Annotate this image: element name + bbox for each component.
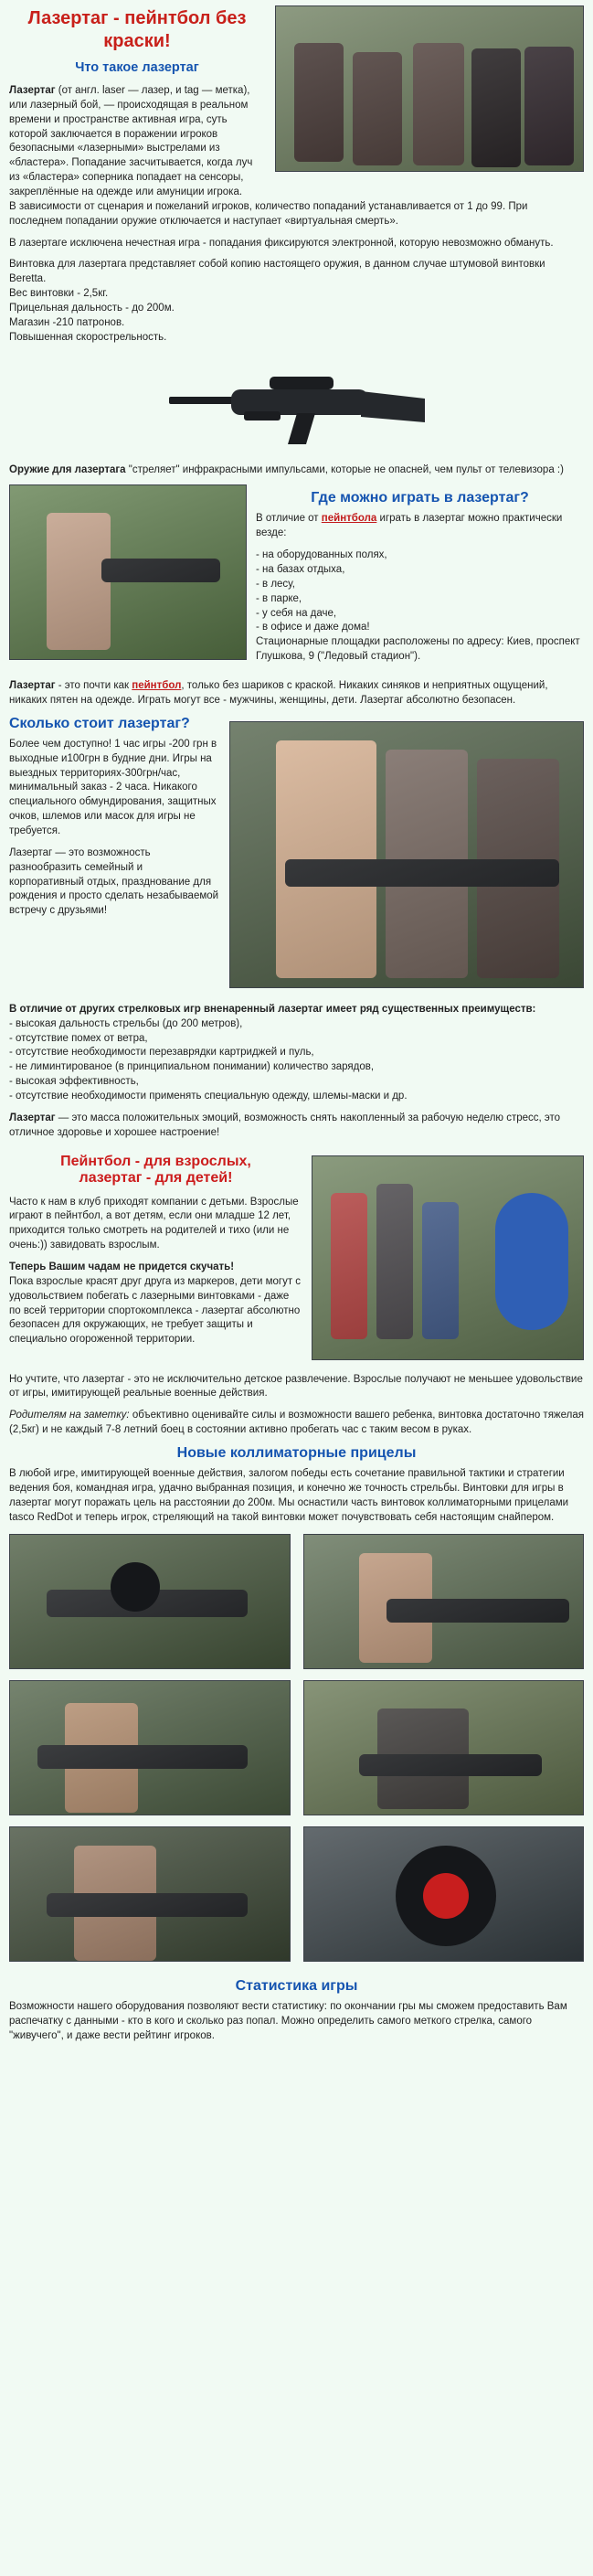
fair-play-text: В лазертаге исключена нечестная игра - попадания фиксируются электронной, которую невозможно обмануть.	[9, 237, 554, 249]
where-lead-b: играть в лазертаг можно практически везде:	[256, 513, 563, 539]
scope-photo-2	[303, 1534, 585, 1669]
scope-photo-3	[9, 1680, 291, 1815]
scope-photo-5	[9, 1826, 291, 1962]
where-lead-a: В отличие от	[256, 513, 322, 525]
kids-photo	[312, 1155, 584, 1360]
stationary-address: Стационарные площадки расположены по адресу: Киев, проспект Глушкова, 9 ("Ледовый стадион").	[256, 636, 580, 663]
spec-rate: Повышенная скорострельность.	[9, 331, 167, 343]
list-item: - на оборудованных полях,	[256, 549, 387, 561]
spec-range: Прицельная дальность - до 200м.	[9, 303, 175, 314]
intro-definition: (от англ. laser — лазер, и tag — метка), или лазерный бой, — происходящая в реальном времени и пространстве активная игра, суть которой заключается в поражении игроков безопасными «лазерными» выстрелами из «бластера». Попадание засчитывается, когда луч из «бластера» соперника попадает на сенсоры, закреплённые на одежде или амуниции игрока.	[9, 85, 253, 198]
intro-term: Лазертаг	[9, 85, 56, 96]
section-heading-stats: Статистика игры	[235, 1978, 358, 1995]
scope-photo-4	[303, 1680, 585, 1815]
compare-b: , только без шариков с краской. Никаких синяков и неприятных ощущений, никаких пятен на одежде. Играть могут все - мужчины, женщины, дети. Лазертаг абсолютно безопасен.	[9, 680, 548, 706]
paintball-link-2[interactable]: пейнтбол	[132, 680, 182, 692]
parents-note	[9, 1409, 584, 1438]
scopes-text: В любой игре, имитирующей военные действия, залогом победы есть сочетание правильной тактики и стратегии ведения боя, командная игра, удачно выбранная позиция, и конечно же точность стрельбы. Винтовки для игры в лазертаг могут поражать цель на расстоянии до 200м. Мы оснастили часть винтовок коллиматорными прицелами tasco RedDot и теперь игрок, стреляющий на такой винтовки может почувствовать себя настоящим снайпером.	[9, 1467, 569, 1523]
compare-a: - это почти как	[55, 680, 132, 692]
family-heading-line1: Пейнтбол - для взрослых,	[60, 1153, 251, 1169]
family-heading-line2: лазертаг - для детей!	[79, 1169, 233, 1186]
scope-photo-6	[303, 1826, 585, 1962]
list-item: - у себя на даче,	[256, 607, 337, 619]
spec-intro: Винтовка для лазертага представляет собой копию настоящего оружия, в данном случае штумовой винтовки Beretta.	[9, 259, 545, 285]
family-bold-line: Теперь Вашим чадам не придется скучать!	[9, 1261, 235, 1272]
parents-note-label: Родителям на заметку:	[9, 1410, 130, 1421]
family-text-2-body: Пока взрослые красят друг друга из маркеров, дети могут с удовольствием побегать с лазерными винтовками - даже по всей территории спортокомплекса - лазертаг абсолютно безопасен для окружающих, не требует защиты и специально огороженной территории.	[9, 1275, 302, 1346]
gun-note-term: Оружие для лазертага	[9, 463, 126, 475]
list-item: - в офисе и даже дома!	[256, 622, 370, 633]
players-photo	[229, 721, 584, 988]
family-text: Часто к нам в клуб приходят компании с детьми. Взрослые играют в пейнтбол, а вот детям, если они младше 12 лет, приходится только смотреть на родителей и тихо (или не очень:)) завидовать взрослым.	[9, 1196, 299, 1251]
page-title: Лазертаг - пейнтбол без краски!	[27, 8, 247, 51]
spec-magazine: Магазин -210 патронов.	[9, 316, 125, 328]
family-note: Но учтите, что лазертаг - это не исключительно детское развлечение. Взрослые получают не меньшее удовольствие от игры, имитирующей реальные военные действия.	[9, 1373, 583, 1400]
rifle-image	[9, 353, 584, 456]
scope-photo-1	[9, 1534, 291, 1669]
group-photo	[275, 5, 584, 172]
list-item: - в парке,	[256, 592, 302, 604]
list-item: - на базах отдыха,	[256, 564, 345, 576]
price-text: Более чем доступно! 1 час игры -200 грн в выходные и100грн в будние дни. Игры на выездных территориях-300грн/час, минимальный заказ - 2 часа. Никакого специального обмундирования, защитных очков, шлемов или масок для игры не требуется.	[9, 738, 217, 836]
list-item: - высокая дальность стрельбы (до 200 метров),	[9, 1017, 243, 1029]
section-heading-what: Что такое лазертаг	[75, 60, 199, 75]
list-item: - высокая эффективность,	[9, 1076, 139, 1088]
section-heading-where: Где можно играть в лазертаг?	[311, 490, 529, 506]
rifle-icon	[160, 353, 434, 453]
outro-term: Лазертаг	[9, 1112, 56, 1123]
compare-paragraph	[9, 679, 584, 708]
gun-note	[9, 463, 584, 478]
section-heading-scopes: Новые коллиматорные прицелы	[176, 1444, 417, 1461]
page	[9, 0, 584, 2044]
outro-text: — это масса положительных эмоций, возможность снять накопленный за рабочую неделю стресс, это отличное здоровье и хорошее настроение!	[9, 1112, 561, 1138]
compare-term: Лазертаг	[9, 680, 56, 692]
rifle-specs	[9, 258, 584, 345]
scope-photo-grid	[9, 1534, 584, 1962]
section-heading-price: Сколько стоит лазертаг?	[9, 715, 190, 731]
list-item: - отсутствие необходимости перезаврядки картриджей и пуль,	[9, 1047, 314, 1059]
gun-note-text: "стреляет" инфракрасными импульсами, которые не опасней, чем пульт от телевизора :)	[125, 463, 564, 475]
parents-note-text: объективно оценивайте силы и возможности вашего ребенка, винтовка достаточно тяжелая (2,5кг) и не каждый 7-8 летний боец в состоянии активно пробегать час с таким весом в руках.	[9, 1410, 584, 1436]
price-text-2: Лазертаг — это возможность разнообразить семейный и корпоративный отдых, празднование для рождения и просто сделать незабываемой встречу с друзьями!	[9, 846, 219, 917]
paintball-link[interactable]: пейнтбола	[321, 513, 377, 525]
advantages-title: В отличие от других стрелковых игр вненаренный лазертаг имеет ряд существенных преимуществ:	[9, 1003, 536, 1015]
list-item: - не лиминтированое (в принципиальном понимании) количество зарядов,	[9, 1061, 375, 1073]
advantages-list	[9, 1017, 584, 1104]
outro-paragraph	[9, 1112, 584, 1141]
child-player-photo	[9, 484, 247, 660]
list-item: - отсутствие необходимости применять специальную одежду, шлемы-маски и др.	[9, 1090, 408, 1102]
list-item: - в лесу,	[256, 578, 295, 590]
stats-text: Возможности нашего оборудования позволяют вести статистику: по окончании гры мы сможем предоставить Вам распечатку с данными - кто в кого и сколько раз попал. Можно определить самого меткого стрелка, самого "живучего", и даже вести рейтинг игроков.	[9, 2001, 567, 2042]
spec-weight: Вес винтовки - 2,5кг.	[9, 288, 109, 300]
intro-hits: В зависимости от сценария и пожеланий игроков, количество попаданий устанавливается от 1 до 99. При последнем попадании оружие отключается и наступает «виртуальная смерть».	[9, 200, 528, 227]
list-item: - отсутствие помех от ветра,	[9, 1032, 148, 1044]
